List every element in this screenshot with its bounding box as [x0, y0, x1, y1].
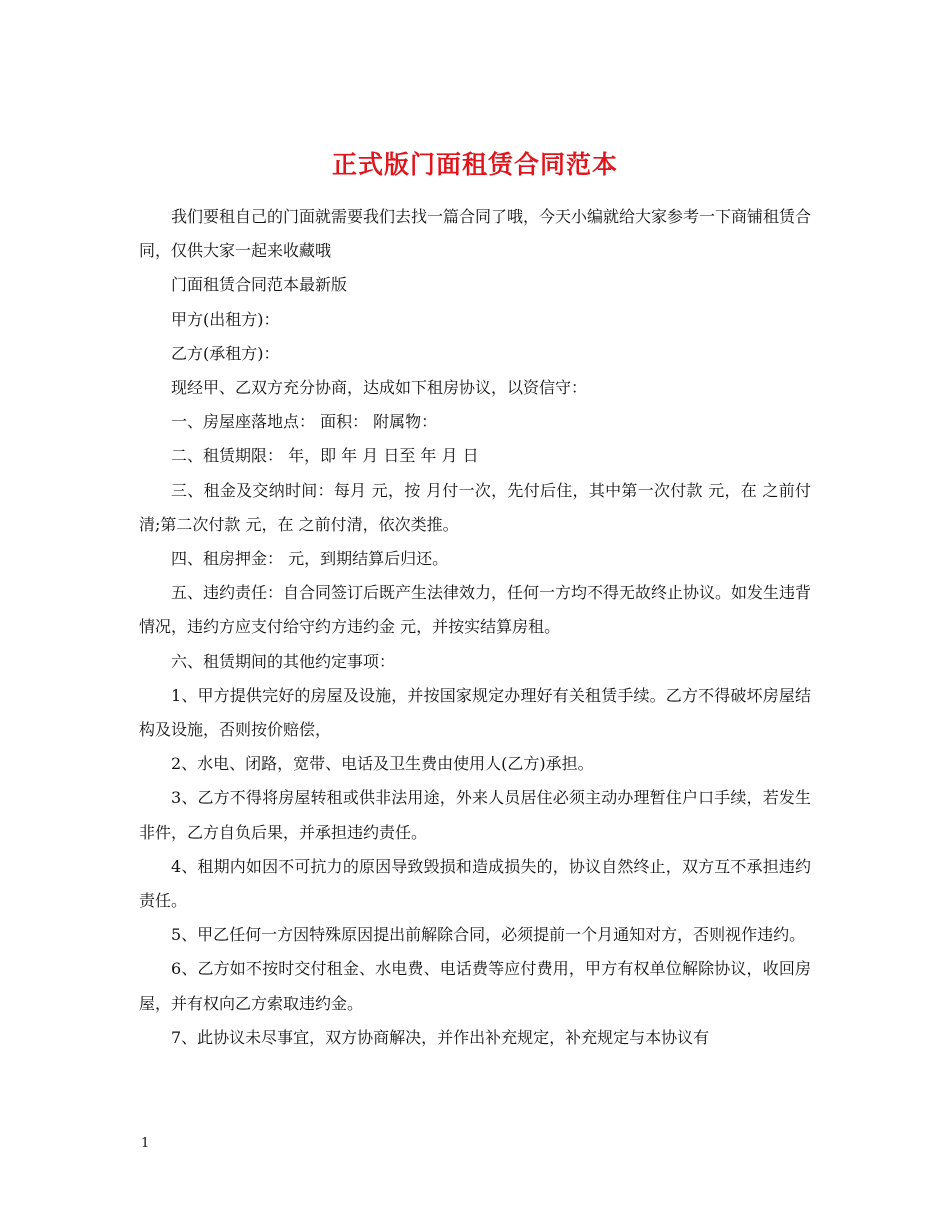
paragraph: 门面租赁合同范本最新版 [171, 275, 348, 295]
paragraph: 1、甲方提供完好的房屋及设施，并按国家规定办理好有关租赁手续。乙方不得破坏房屋结构及设施，否则按价赔偿， [139, 685, 811, 740]
paragraph: 甲方(出租方)： [171, 309, 280, 329]
paragraph: 3、乙方不得将房屋转租或供非法用途，外来人员居住必须主动办理暂住户口手续，若发生非件，乙方自负后果，并承担违约责任。 [139, 788, 811, 842]
paragraph: 五、违约责任：自合同签订后既产生法律效力，任何一方均不得无故终止协议。如发生违背情况，违约方应支付给守约方违约金 元，并按实结算房租。 [139, 583, 812, 637]
paragraph: 六、租赁期间的其他约定事项： [171, 651, 396, 671]
paragraph: 乙方(承租方)： [171, 343, 280, 363]
paragraph: 二、租赁期限： 年，即 年 月 日至 年 月 日 [171, 446, 479, 466]
paragraph: 三、租金及交纳时间：每月 元，按 月付一次，先付后住，其中第一次付款 元，在 之前付清;第二次付款 元，在 之前付清，依次类推。 [139, 480, 811, 534]
paragraph: 7、此协议未尽事宜，双方协商解决，并作出补充规定，补充规定与本协议有 [171, 1027, 710, 1047]
paragraph: 5、甲乙任何一方因特殊原因提出前解除合同，必须提前一个月通知对方，否则视作违约。 [171, 925, 806, 945]
paragraph: 4、租期内如因不可抗力的原因导致毁损和造成损失的，协议自然终止，双方互不承担违约责任。 [139, 856, 811, 911]
paragraph: 现经甲、乙双方充分协商，达成如下租房协议，以资信守： [171, 378, 588, 398]
paragraph: 四、租房押金： 元，到期结算后归还。 [171, 549, 449, 569]
paragraph: 6、乙方如不按时交付租金、水电费、电话费等应付费用，甲方有权单位解除协议，收回房屋，并有权向乙方索取违约金。 [139, 959, 811, 1013]
paragraph: 我们要租自己的门面就需要我们去找一篇合同了哦，今天小编就给大家参考一下商铺租赁合同，仅供大家一起来收藏哦 [139, 207, 812, 261]
document-title: 正式版门面租赁合同范本 [331, 149, 618, 179]
paragraph: 2、水电、闭路，宽带、电话及卫生费由使用人(乙方)承担。 [171, 754, 594, 774]
paragraph: 一、房屋座落地点： 面积： 附属物： [171, 412, 438, 432]
page-number: 1 [141, 1136, 150, 1151]
document-body [139, 200, 811, 1055]
